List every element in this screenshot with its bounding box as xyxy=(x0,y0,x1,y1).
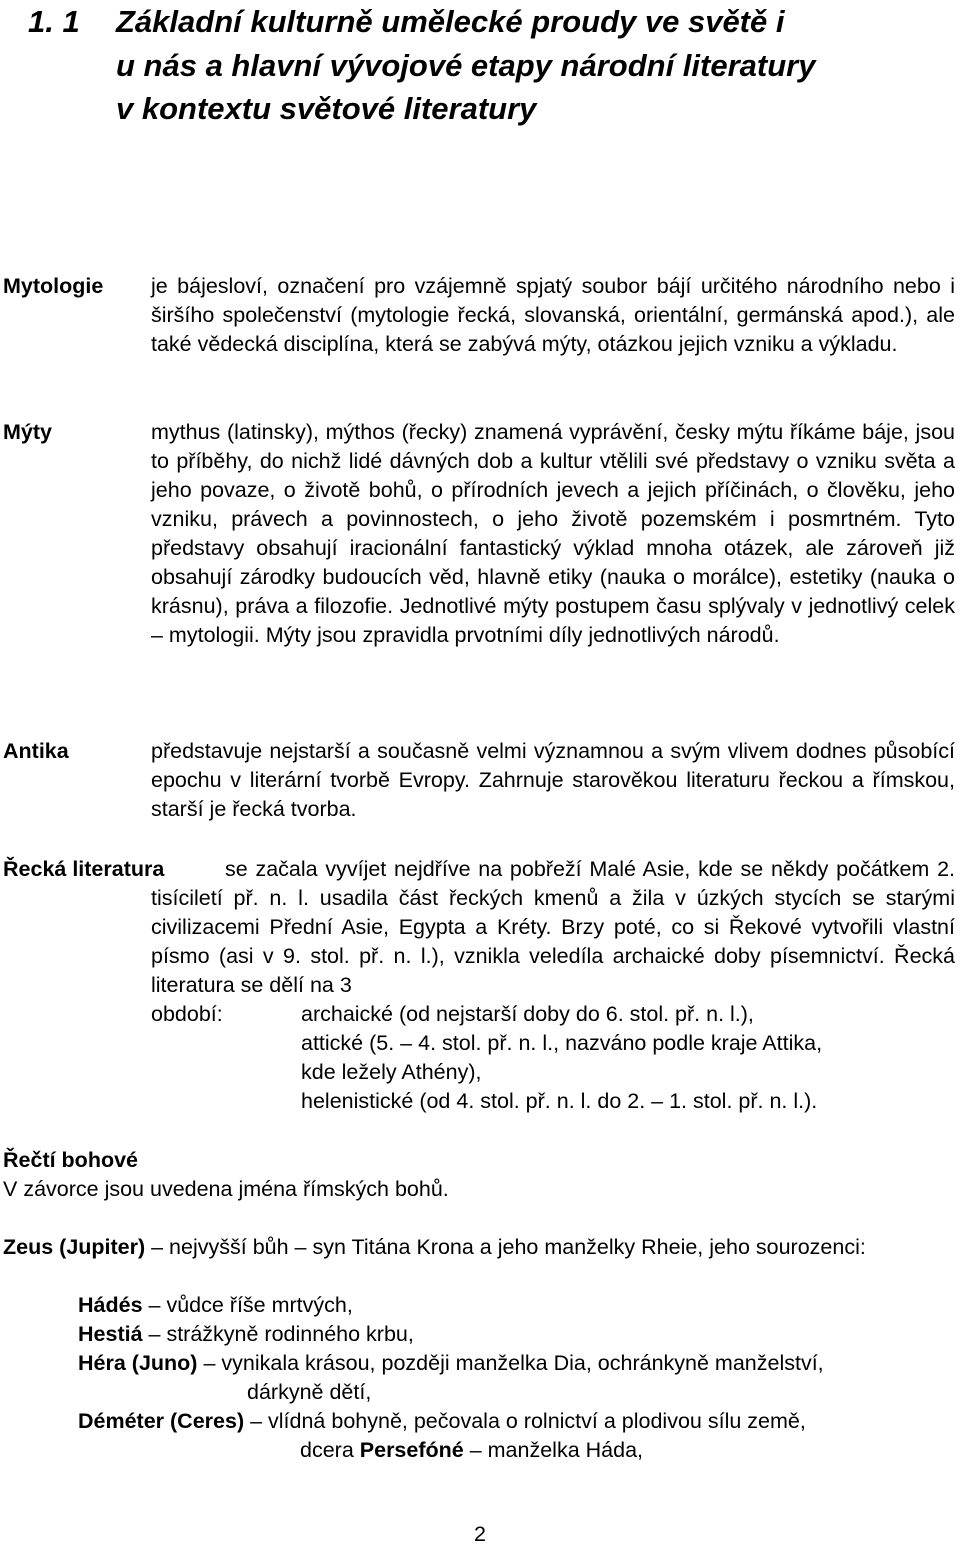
zeus-entry xyxy=(3,1233,955,1262)
sibling-continuation xyxy=(78,1436,958,1465)
zeus-name: Zeus (Jupiter) xyxy=(3,1235,146,1259)
sibling-text: – vynikala krásou, později manželka Dia, ochránkyně manželství, xyxy=(197,1351,824,1375)
sibling-name: Hestiá xyxy=(78,1322,143,1346)
definition-antika: představuje nejstarší a současně velmi významnou a svým vlivem dodnes působící epochu v literární tvorbě Evropy. Zahrnuje starověkou literaturu řeckou a římskou, starší je řecká tvorba. xyxy=(151,739,955,821)
sibling-text: – strážkyně rodinného krbu, xyxy=(142,1322,414,1346)
page-number: 2 xyxy=(474,1522,486,1546)
definition-mytologie: je bájesloví, označení pro vzájemně spjatý soubor bájí určitého národního nebo i širšího společenství (mytologie řecká, slovanská, orientální, germánská apod.), ale také vědecká disciplína, která se zabývá mýty, otázkou jejich vzniku a výkladu. xyxy=(151,274,955,356)
period-item: kde ležely Athény), xyxy=(301,1060,482,1084)
periods-list xyxy=(151,1000,955,1116)
period-item: attické (5. – 4. stol. př. n. l., nazváno podle kraje Attika, xyxy=(301,1031,823,1055)
greek-literature-paragraph xyxy=(3,855,955,1000)
sibling-name: Héra (Juno) xyxy=(78,1351,198,1375)
title-line-2: u nás a hlavní vývojové etapy národní literatury xyxy=(116,47,816,83)
section-number: 1. 1 xyxy=(28,4,80,39)
sibling-text: – vůdce říše mrtvých, xyxy=(142,1293,353,1317)
gods-heading: Řečtí bohové xyxy=(3,1148,138,1172)
periods-label: období: xyxy=(151,1002,223,1026)
sibling-item xyxy=(78,1320,958,1349)
sibling-continuation: dárkyně dětí, xyxy=(247,1380,372,1404)
title-line-3: v kontextu světové literatury xyxy=(116,91,537,126)
persefone-name: Persefóné xyxy=(359,1438,464,1462)
sibling-text: – vlídná bohyně, pečovala o rolnictví a plodivou sílu země, xyxy=(244,1409,806,1433)
term-myty: Mýty xyxy=(3,420,52,444)
sibling-item xyxy=(78,1349,958,1407)
greek-periods xyxy=(151,1000,955,1116)
term-recka-literatura: Řecká literatura xyxy=(3,857,165,881)
gods-note: V závorce jsou uvedena jména římských bohů. xyxy=(3,1177,449,1201)
term-antika: Antika xyxy=(3,739,69,763)
continuation-suffix: – manželka Háda, xyxy=(463,1438,643,1462)
continuation-prefix: dcera xyxy=(300,1438,360,1462)
greek-literature-section xyxy=(3,855,955,1000)
period-item: archaické (od nejstarší doby do 6. stol. př. n. l.), xyxy=(301,1002,754,1026)
page-title xyxy=(28,0,948,131)
term-mytologie: Mytologie xyxy=(3,274,104,298)
sibling-name: Hádés xyxy=(78,1293,143,1317)
sibling-name: Déméter (Ceres) xyxy=(78,1409,245,1433)
siblings-list xyxy=(78,1291,958,1465)
definition-myty: mythus (latinsky), mýthos (řecky) znamená vyprávění, česky mýtu říkáme báje, jsou to příběhy, do nichž lidé dávných dob a kultur vtělili své představy o vzniku světa a jeho povaze, o životě bohů, o přírodních jevech a jejich příčinách, o člověku, jeho vzniku, právech a povinnostech, o jeho životě pozemském i posmrtném. Tyto představy obsahují iracionální fantastický výklad mnoha otázek, ale zároveň již obsahují zárodky budoucích věd, hlavně etiky (nauka o morálce), estetiky (nauka o krásnu), práva a filozofie. Jednotlivé mýty postupem času splývaly v jednotlivý celek – mytologii. Mýty jsou zpravidla prvotními díly jednotlivých národů. xyxy=(151,420,955,647)
sibling-item xyxy=(78,1407,958,1465)
zeus-text: – nejvyšší bůh – syn Titána Krona a jeho manželky Rheie, jeho sourozenci: xyxy=(145,1235,866,1259)
greek-literature-text: se začala vyvíjet nejdříve na pobřeží Malé Asie, kde se někdy počátkem 2. tisíciletí př. n. l. usadila část řeckých kmenů a žila v úzkých stycích se starými civilizacemi Přední Asie, Egypta a Kréty. Brzy poté, co si Řekové vytvořili vlastní písmo (asi v 9. stol. př. n. l.), vznikla veledíla archaické doby písemnictví. Řecká literatura se dělí na 3 xyxy=(151,857,955,997)
title-line-1: Základní kulturně umělecké proudy ve světě i xyxy=(116,4,785,39)
sibling-item xyxy=(78,1291,958,1320)
period-item: helenistické (od 4. stol. př. n. l. do 2. – 1. stol. př. n. l.). xyxy=(301,1089,818,1113)
